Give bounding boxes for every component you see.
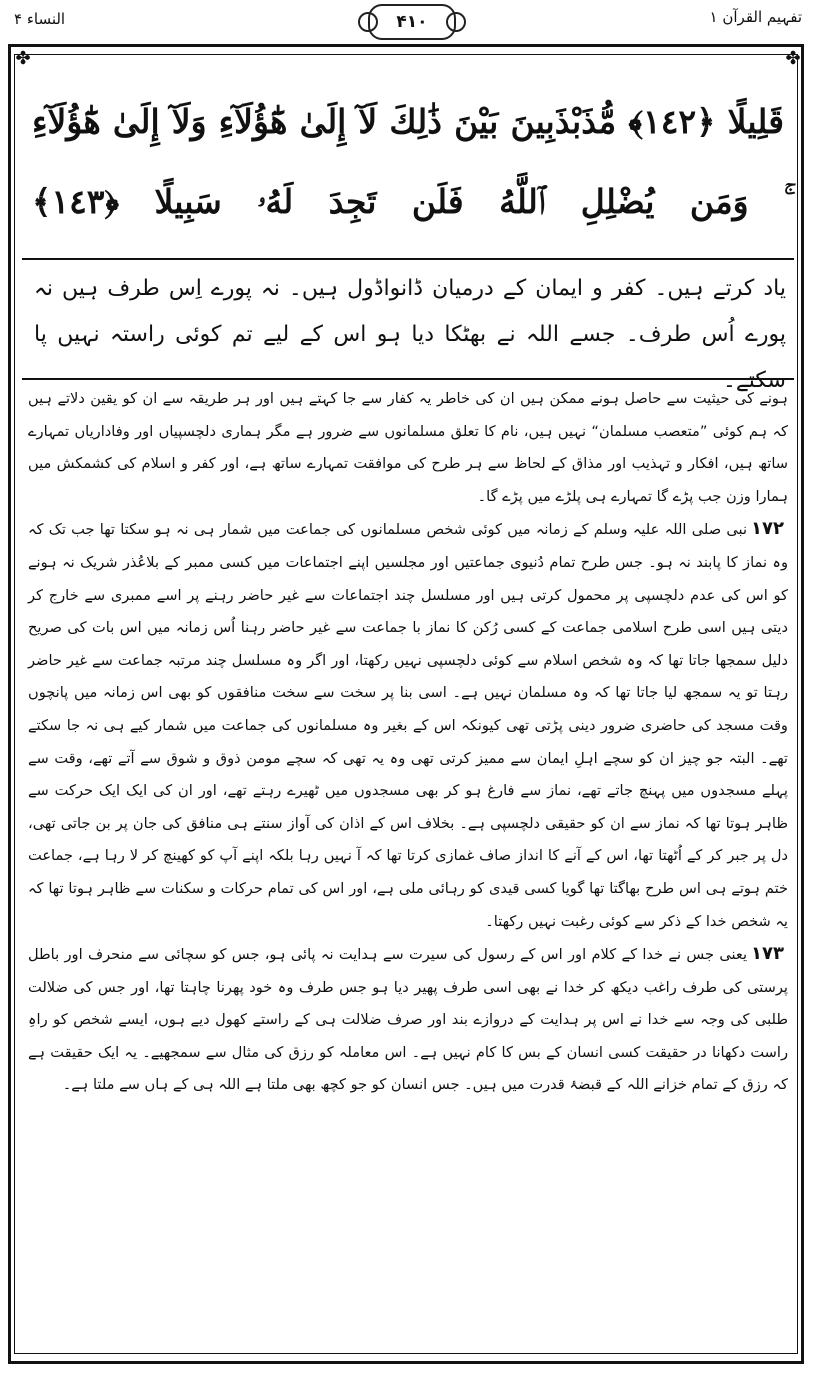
commentary — [28, 383, 788, 1102]
commentary-paragraph: ہونے کی حیثیت سے حاصل ہونے ممکن ہیں ان کی خاطر یہ کفار سے جا کہتے ہیں اور ہر طریقہ سے ان کو یقین دلاتے ہیں کہ ہم کوئی ”متعصب مسلمان“ نہیں ہیں، نام کا تعلق مسلمانوں سے ضرور ہے مگر ہماری دلچسپیاں اور وفاداریاں تمہارے ساتھ ہیں، افکار و تہذیب اور مذاق کے لحاظ سے ہر طرح کی موافقت تمہارے ساتھ ہے، اور کفر و اسلام کی کشمکش میں ہمارا وزن جب پڑے گا تمہارے ہی پلڑے میں پڑے گا۔ — [28, 390, 788, 505]
page-number: ۴۱۰ — [368, 4, 456, 40]
commentary-paragraph: یعنی جس نے خدا کے کلام اور اس کے رسول کی سیرت سے ہدایت نہ پائی ہو، جس کو سچائی سے منحرف اور باطل پرستی کی طرف راغب دیکھ کر خدا نے بھی اسی طرف پھیر دیا ہو جس طرف وہ خود پھرنا چاہتا تھا، اور جس کی ضلالت طلبی کی وجہ سے خدا نے اس پر ہدایت کے دروازے بند اور صرف ضلالت ہی کے راستے کھول دیے ہوں، ایسے شخص کو راہِ راست دکھانا در حقیقت کسی انسان کے بس کا کام نہیں ہے۔ اس معاملہ کو رزق کی مثال سے سمجھیے۔ یہ ایک حقیقت ہے کہ رزق کے تمام خزانے اللہ کے قبضۂ قدرت میں ہیں۔ جس انسان کو جو کچھ بھی ملتا ہے اللہ ہی کے ہاں سے ملتا ہے۔ — [28, 946, 788, 1094]
book-title: تفہیم القرآن ۱ — [709, 8, 802, 26]
quran-verse: قَلِيلًا ﴿١٤٢﴾ مُّذَبْذَبِينَ بَيْنَ ذَٰلِكَ لَآ إِلَىٰ هَٰٓؤُلَآءِ وَلَآ إِلَىٰ هَٰٓؤُلَآءِ ۚ وَمَن يُضْلِلِ ٱللَّهُ فَلَن تَجِدَ لَهُۥ سَبِيلًا ﴿١٤٣﴾ — [32, 102, 784, 221]
commentary-note — [28, 513, 788, 938]
footnote-number: ۱۷۳ — [751, 943, 784, 965]
divider — [22, 258, 794, 260]
corner-ornament-icon: ✤ — [15, 48, 31, 69]
commentary-note — [28, 938, 788, 1102]
translation-text: یاد کرتے ہیں۔ کفر و ایمان کے درمیان ڈانواڈول ہیں۔ نہ پورے اِس طرف ہیں نہ پورے اُس طرف۔ جسے اللہ نے بھٹکا دیا ہو اس کے لیے تم کوئی راستہ نہیں پا سکتے۔ — [34, 276, 786, 393]
divider — [22, 378, 794, 380]
footnote-number: ۱۷۲ — [751, 518, 784, 540]
corner-ornament-icon: ✤ — [785, 48, 801, 69]
surah-name: النساء ۴ — [14, 10, 66, 28]
commentary-paragraph: نبی صلی اللہ علیہ وسلم کے زمانہ میں کوئی شخص مسلمانوں کی جماعت میں شمار ہی نہ ہو سکتا تھا جب تک کہ وہ نماز کا پابند نہ ہو۔ جس طرح تمام دُنیوی جماعتیں اور مجلسیں اپنے اجتماعات میں کسی ممبر کے بلاعُذر شریک نہ ہونے کو اس کی عدم دلچسپی پر محمول کرتی ہیں اور مسلسل چند اجتماعات سے غیر حاضر رہنے پر اسے ممبری سے خارج کر دیتی ہیں اسی طرح اسلامی جماعت کے کسی رُکن کا نماز با جماعت سے غیر حاضر رہنا اُس زمانہ میں اس بات کی صریح دلیل سمجھا جاتا تھا کہ وہ شخص اسلام سے کوئی دلچسپی نہیں رکھتا، اور اگر وہ مسلسل چند مرتبہ جماعت سے غیر حاضر رہتا تو یہ سمجھ لیا جاتا تھا کہ وہ مسلمان نہیں ہے۔ اسی بنا پر سخت سے سخت منافقوں کو بھی اس زمانہ میں پانچوں وقت مسجد کی حاضری ضرور دینی پڑتی تھی کیونکہ اس کے بغیر وہ مسلمانوں کی جماعت میں شمار کیے ہی نہ جا سکتے تھے۔ البتہ جو چیز ان کو سچے اہلِ ایمان سے ممیز کرتی تھی وہ یہ تھی کہ سچے مومن ذوق و شوق سے آتے تھے، وقت سے پہلے مسجدوں میں پہنچ جاتے تھے، نماز سے فارغ ہو کر بھی مسجدوں میں ٹھیرے رہتے تھے، اور ان کی ایک ایک حرکت سے ظاہر ہوتا تھا کہ نماز سے ان کو حقیقی دلچسپی ہے۔ بخلاف اس کے اذان کی آواز سنتے ہی منافق کی جان پر بن جاتی تھی، دل پر جبر کر کے اُٹھتا تھا، اس کے آنے کا انداز صاف غمازی کرتا تھا کہ آ نہیں رہا بلکہ اپنے آپ کو کھینچ کر لا رہا ہے، جماعت ختم ہوتے ہی اس طرح بھاگتا تھا گویا کسی قیدی کو رہائی ملی ہے، اور اس کی تمام حرکات و سکنات سے ظاہر ہوتا تھا کہ یہ شخص خدا کے ذکر سے کوئی رغبت نہیں رکھتا۔ — [28, 521, 788, 930]
